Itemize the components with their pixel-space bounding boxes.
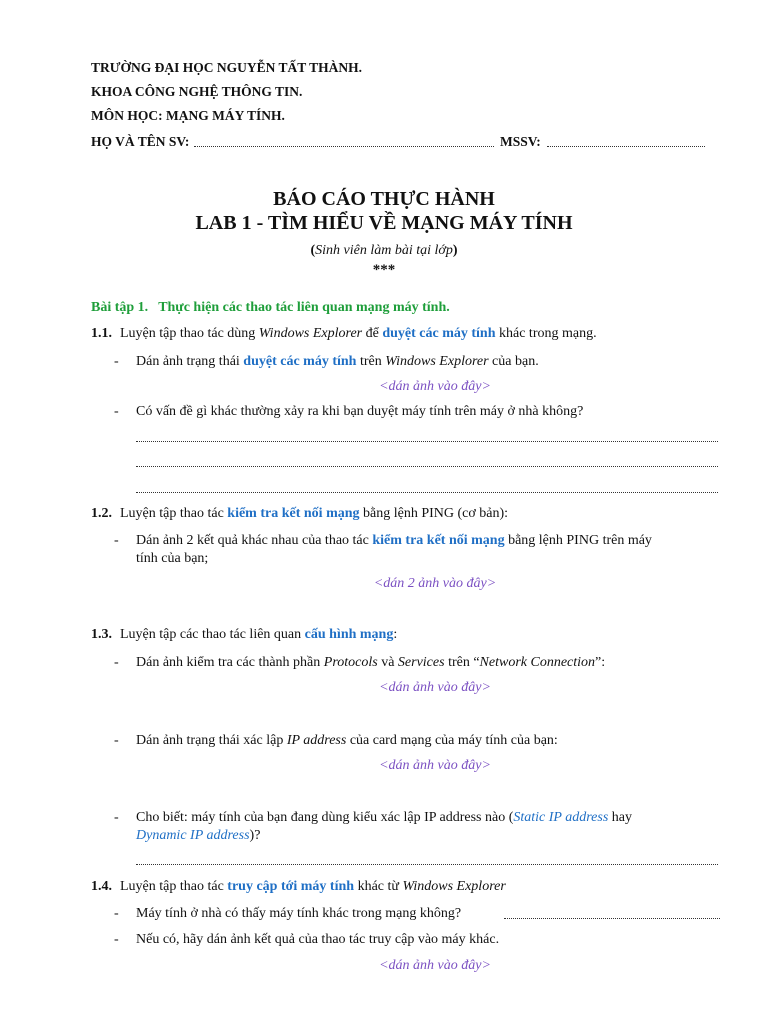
student-id-line xyxy=(547,146,705,147)
section-1-2-item-1: Dán ảnh 2 kết quả khác nhau của thao tác kiểm tra kết nối mạng bằng lệnh PING trên máy xyxy=(136,533,652,548)
section-1-3-item-2: Dán ảnh trạng thái xác lập IP address của card mạng của máy tính của bạn: xyxy=(136,733,558,748)
section-1-1-item-2: Có vấn đề gì khác thường xảy ra khi bạn duyệt máy tính trên máy ở nhà không? xyxy=(136,404,584,419)
section-1-2-heading: 1.2. Luyện tập thao tác kiểm tra kết nối mạng bằng lệnh PING (cơ bản): xyxy=(91,506,509,521)
student-name-label: HỌ VÀ TÊN SV: xyxy=(91,134,190,149)
exercise-1-heading: Bài tập 1. Thực hiện các thao tác liên quan mạng máy tính. xyxy=(91,300,450,315)
section-1-3-heading: 1.3. Luyện tập các thao tác liên quan cấu hình mạng: xyxy=(91,627,398,642)
image-placeholder-1-4[interactable]: <dán ảnh vào đây> xyxy=(379,958,491,973)
lab-title: LAB 1 - TÌM HIỂU VỀ MẠNG MÁY TÍNH xyxy=(195,212,573,234)
bullet: - xyxy=(114,906,119,921)
bullet: - xyxy=(114,354,119,369)
answer-line-5[interactable] xyxy=(504,918,720,919)
bullet: - xyxy=(114,733,119,748)
bullet: - xyxy=(114,533,119,548)
answer-line-1[interactable] xyxy=(136,441,718,442)
image-placeholder-1-1[interactable]: <dán ảnh vào đây> xyxy=(379,379,491,394)
bullet: - xyxy=(114,932,119,947)
section-1-3-item-1: Dán ảnh kiểm tra các thành phần Protocols và Services trên “Network Connection”: xyxy=(136,655,606,670)
student-id-label: MSSV: xyxy=(500,134,541,149)
image-placeholder-1-3-b[interactable]: <dán ảnh vào đây> xyxy=(379,758,491,773)
faculty-name: KHOA CÔNG NGHỆ THÔNG TIN. xyxy=(91,84,303,99)
section-1-3-item-3-cont: Dynamic IP address)? xyxy=(136,828,261,843)
title-stars: *** xyxy=(372,262,396,278)
section-1-3-item-3: Cho biết: máy tính của bạn đang dùng kiểu xác lập IP address nào (Static IP address hay xyxy=(136,810,632,825)
bullet: - xyxy=(114,810,119,825)
title-note: (Sinh viên làm bài tại lớp) xyxy=(310,243,458,258)
image-placeholder-1-3-a[interactable]: <dán ảnh vào đây> xyxy=(379,680,491,695)
student-name-line xyxy=(194,146,494,147)
answer-line-2[interactable] xyxy=(136,466,718,467)
answer-line-4[interactable] xyxy=(136,864,718,865)
course-name: MÔN HỌC: MẠNG MÁY TÍNH. xyxy=(91,108,285,123)
section-1-4-heading: 1.4. Luyện tập thao tác truy cập tới máy tính khác từ Windows Explorer xyxy=(91,879,506,894)
section-1-1-heading: 1.1. Luyện tập thao tác dùng Windows Explorer để duyệt các máy tính khác trong mạng. xyxy=(91,326,597,341)
section-1-4-item-2: Nếu có, hãy dán ảnh kết quả của thao tác truy cập vào máy khác. xyxy=(136,932,500,947)
bullet: - xyxy=(114,655,119,670)
section-1-1-item-1: Dán ảnh trạng thái duyệt các máy tính trên Windows Explorer của bạn. xyxy=(136,354,539,369)
answer-line-3[interactable] xyxy=(136,492,718,493)
university-name: TRƯỜNG ĐẠI HỌC NGUYỄN TẤT THÀNH. xyxy=(91,60,363,75)
image-placeholder-1-2[interactable]: <dán 2 ảnh vào đây> xyxy=(373,576,497,591)
bullet: - xyxy=(114,404,119,419)
section-1-4-item-1: Máy tính ở nhà có thấy máy tính khác trong mạng không? xyxy=(136,906,462,921)
section-1-2-item-1-cont: tính của bạn; xyxy=(136,551,209,566)
report-title: BÁO CÁO THỰC HÀNH xyxy=(273,188,495,210)
